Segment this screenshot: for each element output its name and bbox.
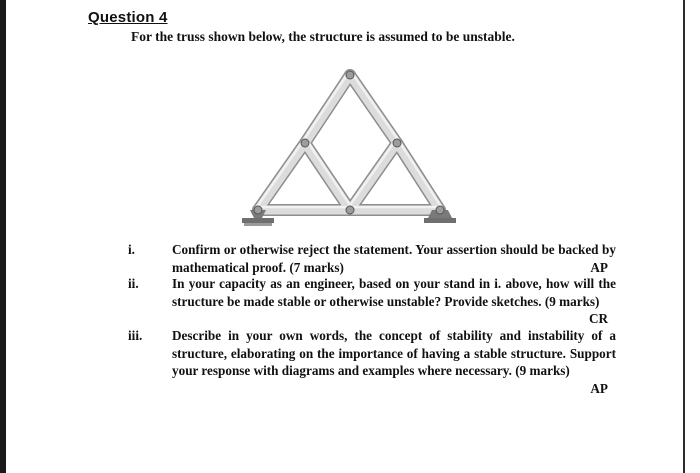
pin-right-mid — [393, 139, 401, 147]
question-item-2 — [124, 275, 620, 329]
item-tag: CR — [588, 311, 608, 327]
item-numeral: ii. — [128, 276, 139, 291]
pin-left-mid — [301, 139, 309, 147]
pin-bottom-center — [346, 206, 354, 214]
pin-right-support — [436, 206, 444, 214]
truss-members — [256, 73, 442, 210]
right-page-edge — [683, 0, 685, 473]
pin-left-support — [254, 206, 262, 214]
question-intro: For the truss shown below, the structure is assumed to be unstable. — [131, 29, 515, 44]
item-tag: AP — [590, 380, 608, 396]
question-item-1 — [124, 241, 620, 277]
truss-pins — [254, 71, 444, 214]
item-numeral: i. — [128, 242, 135, 257]
truss-figure — [236, 65, 466, 230]
item-text: Confirm or otherwise reject the statement. Your assertion should be backed by mathematical proof. (7 marks) — [172, 242, 616, 275]
item-text: In your capacity as an engineer, based on your stand in i. above, how will the structure be made stable or otherwise unstable? Provide sketches. (9 marks) — [172, 276, 616, 309]
pin-apex — [346, 71, 354, 79]
left-page-edge — [0, 0, 6, 473]
item-numeral: iii. — [128, 328, 143, 343]
question-item-3 — [124, 327, 620, 399]
item-text: Describe in your own words, the concept of stability and instability of a structure, elaborating on the importance of having a stable structure. Support your response with diagrams and examples where necessary. (9 marks) — [172, 328, 616, 379]
question-title: Question 4 — [88, 9, 168, 26]
item-tag: AP — [590, 259, 608, 275]
